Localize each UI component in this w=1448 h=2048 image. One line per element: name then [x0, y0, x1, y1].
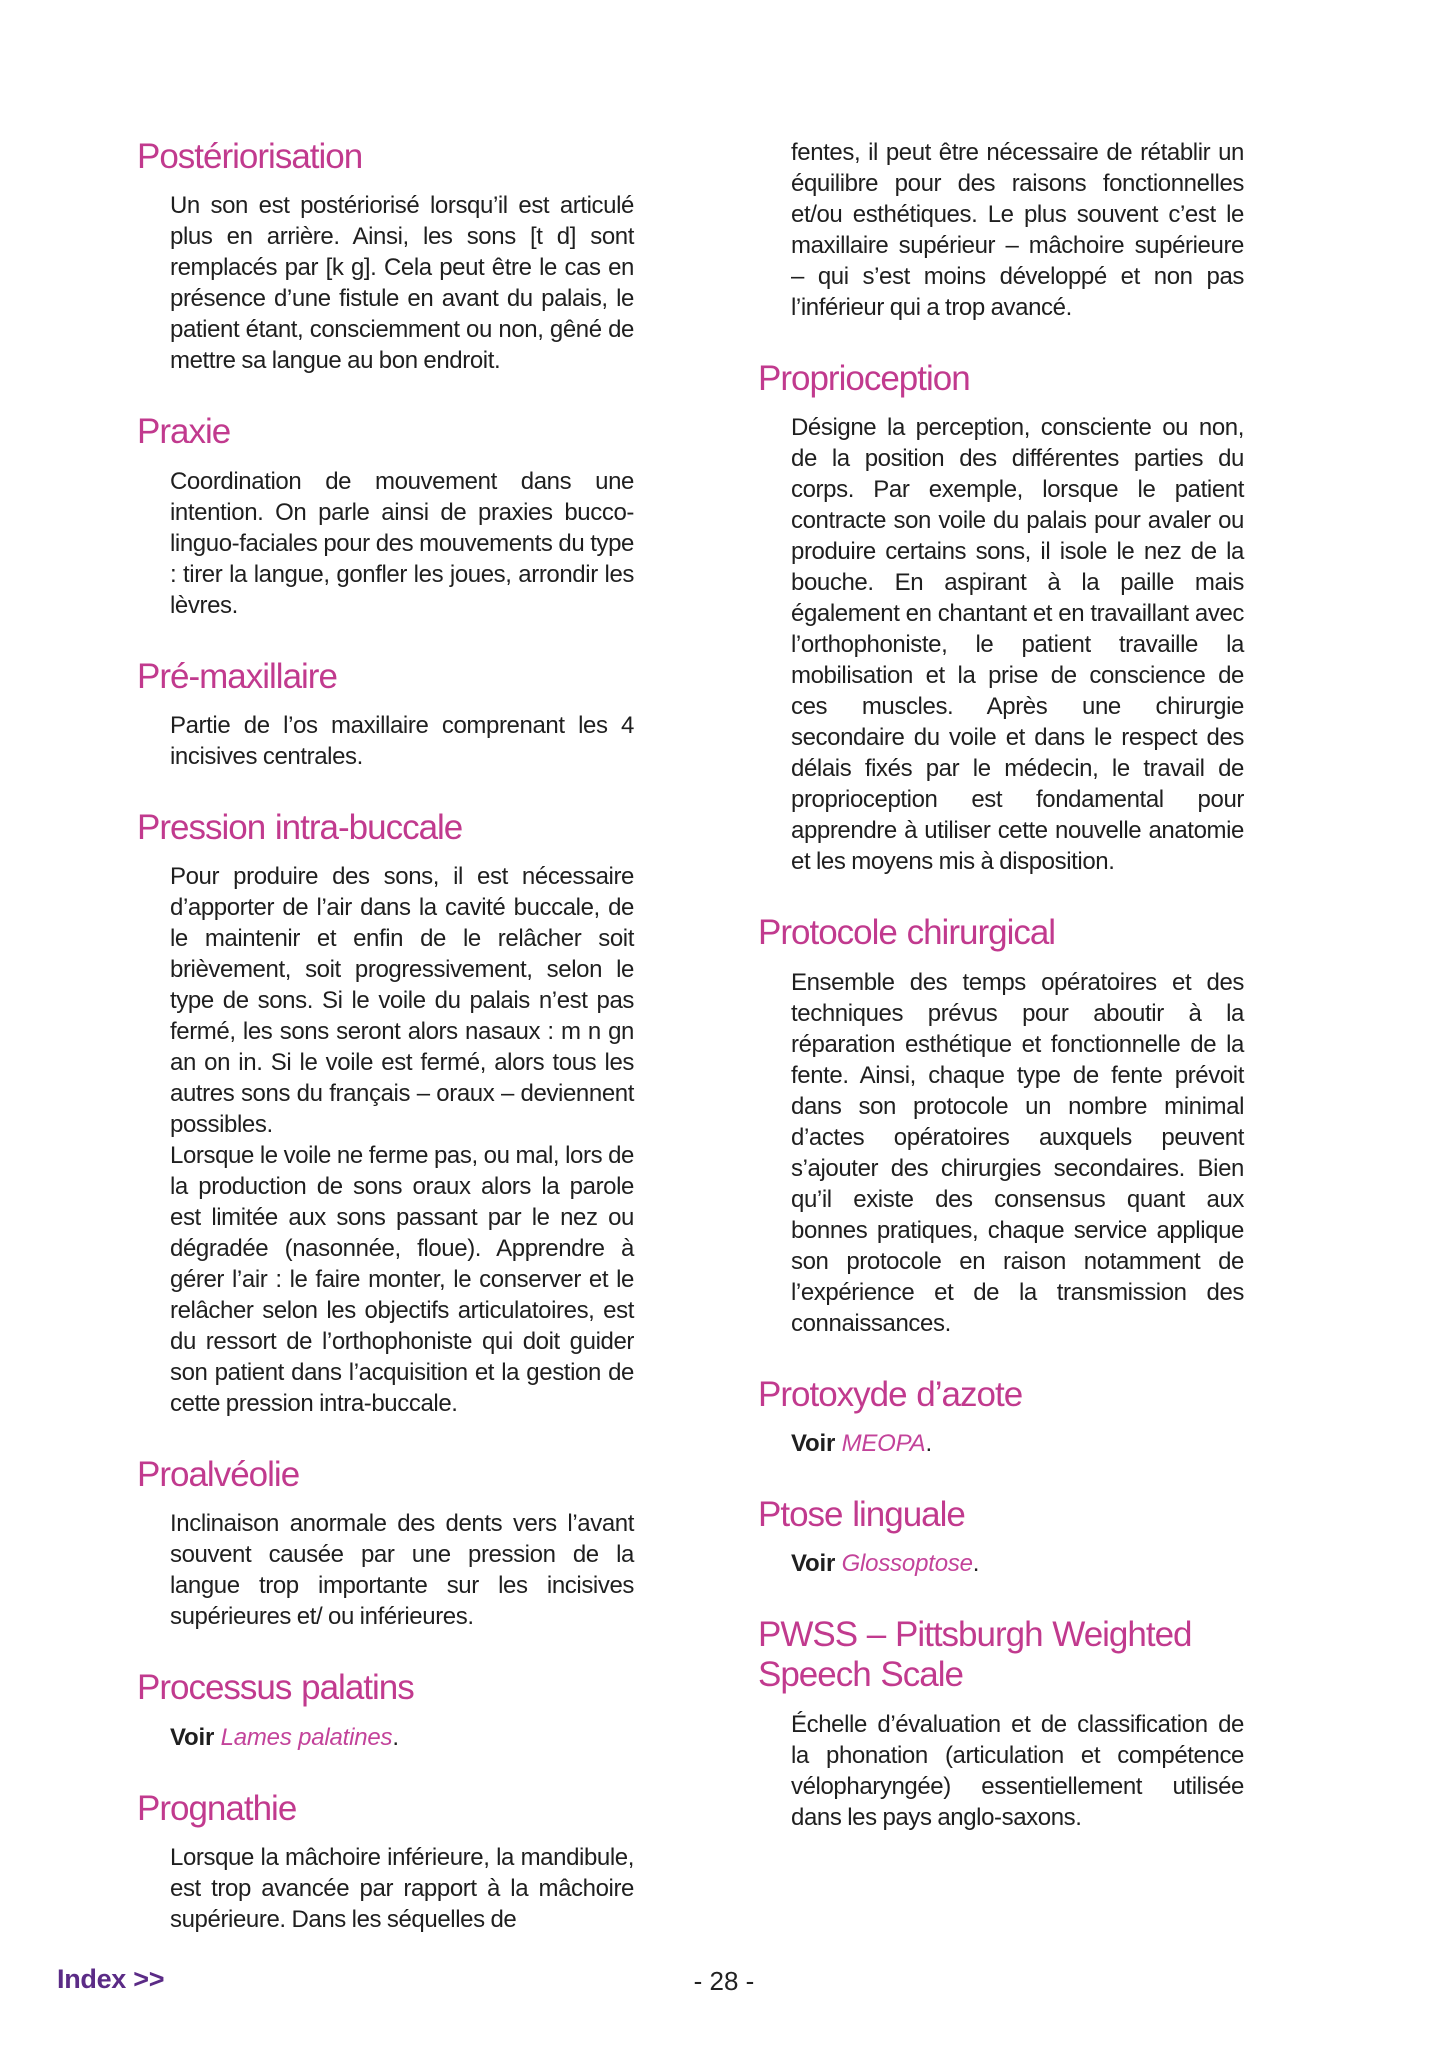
entry-protoxyde-azote — [758, 1375, 1244, 1459]
term-definition: Partie de l’os maxillaire comprenant les 4 incisives centrales. — [170, 711, 634, 770]
index-link[interactable]: Index >> — [57, 1964, 165, 1994]
term-heading-prognathie: Prognathie — [137, 1788, 297, 1828]
term-heading-pre-maxillaire: Pré-maxillaire — [137, 656, 337, 696]
term-heading-posteriorisation: Postériorisation — [137, 137, 363, 176]
crossref-suffix: . — [392, 1723, 399, 1751]
entry-ptose-linguale — [758, 1495, 1244, 1579]
term-heading-protocole-chirurgical: Protocole chirurgical — [758, 913, 1056, 953]
term-heading-proprioception: Proprioception — [758, 359, 970, 398]
term-definition: Échelle d’évaluation et de classification de la phonation (articulation et compétence vélopharyngée) essentiellement utilisée dans les pays anglo-saxons. — [791, 1710, 1244, 1831]
crossref-suffix: . — [972, 1550, 980, 1577]
term-heading-pwss: PWSS – Pittsburgh Weighted Speech Scale — [758, 1615, 1192, 1695]
entry-pression-intra-buccale — [137, 808, 634, 1419]
term-heading-praxie: Praxie — [137, 412, 231, 452]
entry-processus-palatins — [137, 1668, 634, 1752]
crossref-suffix: . — [925, 1429, 932, 1457]
term-definition: Inclinaison anormale des dents vers l’avant souvent causée par une pression de la langue trop importante sur les incisives supérieures et/ ou inférieures. — [170, 1510, 634, 1631]
term-heading-proalveolie: Proalvéolie — [137, 1455, 300, 1494]
crossref-line — [791, 1548, 1244, 1579]
voir-label: Voir — [791, 1429, 836, 1457]
term-heading-processus-palatins: Processus palatins — [137, 1668, 414, 1708]
term-definition: Un son est postériorisé lorsqu’il est articulé plus en arrière. Ainsi, les sons [t d] sont remplacés par [k g]. Cela peut être le cas en présence d’une fistule en avant du palais, le patient étant, consciemment ou non, gêné de mettre sa langue au bon endroit. — [170, 192, 634, 375]
entry-prognathie — [137, 1789, 634, 1935]
term-heading-ptose-linguale: Ptose linguale — [758, 1494, 965, 1534]
entry-prognathie-continuation — [758, 137, 1244, 323]
term-definition: Désigne la perception, consciente ou non, de la position des différentes parties du corps. Par exemple, lorsque le patient contracte son voile du palais pour avaler ou produire certains sons, il isole le nez de la bouche. En aspirant à la paille mais également en chantant et en travaillant avec l’orthophoniste, le patient travaille la mobilisation et la prise de conscience de ces muscles. Après une chirurgie secondaire du voile et dans le respect des délais fixés par le médecin, le travail de proprioception est fondamental pour apprendre à utiliser cette nouvelle anatomie et les moyens mis à disposition. — [791, 414, 1244, 876]
page-number: - 28 - — [693, 1966, 755, 1996]
crossref-line — [170, 1722, 634, 1753]
glossary-column-left — [137, 137, 634, 1935]
term-definition: Pour produire des sons, il est nécessaire d’apporter de l’air dans la cavité buccale, de le maintenir et enfin de le relâcher soit brièvement, soit progressivement, selon le type de sons. Si le voile du palais n’est pas fermé, les sons seront alors nasaux : m n gn an on in. Si le voile est fermé, alors tous les autres sons du français – oraux – deviennent possibles. — [170, 863, 634, 1138]
term-definition: Ensemble des temps opératoires et des techniques prévus pour aboutir à la réparation esthétique et fonctionnelle de la fente. Ainsi, chaque type de fente prévoit dans son protocole un nombre minimal d’actes opératoires auxquels peuvent s’ajouter des chirurgies secondaires. Bien qu’il existe des consensus quant aux bonnes pratiques, chaque service applique son protocole en raison notamment de l’expérience et de la transmission des connaissances. — [791, 968, 1244, 1337]
term-definition: Coordination de mouvement dans une intention. On parle ainsi de praxies bucco-linguo-faciales pour des mouvements du type : tirer la langue, gonfler les joues, arrondir les lèvres. — [170, 467, 634, 619]
crossref-link-glossoptose: Glossoptose — [841, 1550, 973, 1577]
crossref-link-meopa: MEOPA — [841, 1429, 926, 1457]
term-definition: Lorsque la mâchoire inférieure, la mandibule, est trop avancée par rapport à la mâchoire supérieure. Dans les séquelles de — [170, 1843, 634, 1933]
entry-praxie — [137, 412, 634, 620]
voir-label: Voir — [791, 1550, 836, 1577]
entry-posteriorisation — [137, 137, 634, 376]
entry-proalveolie — [137, 1455, 634, 1632]
glossary-column-right — [758, 137, 1244, 1833]
entry-pwss — [758, 1615, 1244, 1833]
term-definition-continuation: fentes, il peut être nécessaire de rétablir un équilibre pour des raisons fonctionnelles et/ou esthétiques. Le plus souvent c’est le maxillaire supérieur – mâchoire supérieure – qui s’est moins développé et non pas l’inférieur qui a trop avancé. — [791, 139, 1244, 321]
entry-pre-maxillaire — [137, 657, 634, 772]
term-heading-pression-intra-buccale: Pression intra-buccale — [137, 807, 463, 847]
entry-protocole-chirurgical — [758, 913, 1244, 1338]
term-definition: Lorsque le voile ne ferme pas, ou mal, lors de la production de sons oraux alors la parole est limitée aux sons passant par le nez ou dégradée (nasonnée, floue). Apprendre à gérer l’air : le faire monter, le conserver et le relâcher selon les objectifs articulatoires, est du ressort de l’orthophoniste qui doit guider son patient dans l’acquisition et la gestion de cette pression intra-buccale. — [170, 1142, 634, 1417]
voir-label: Voir — [170, 1723, 215, 1751]
crossref-link-lames-palatines: Lames palatines — [220, 1723, 393, 1751]
crossref-line — [791, 1428, 1244, 1459]
entry-proprioception — [758, 359, 1244, 877]
term-heading-protoxyde-azote: Protoxyde d’azote — [758, 1374, 1023, 1414]
